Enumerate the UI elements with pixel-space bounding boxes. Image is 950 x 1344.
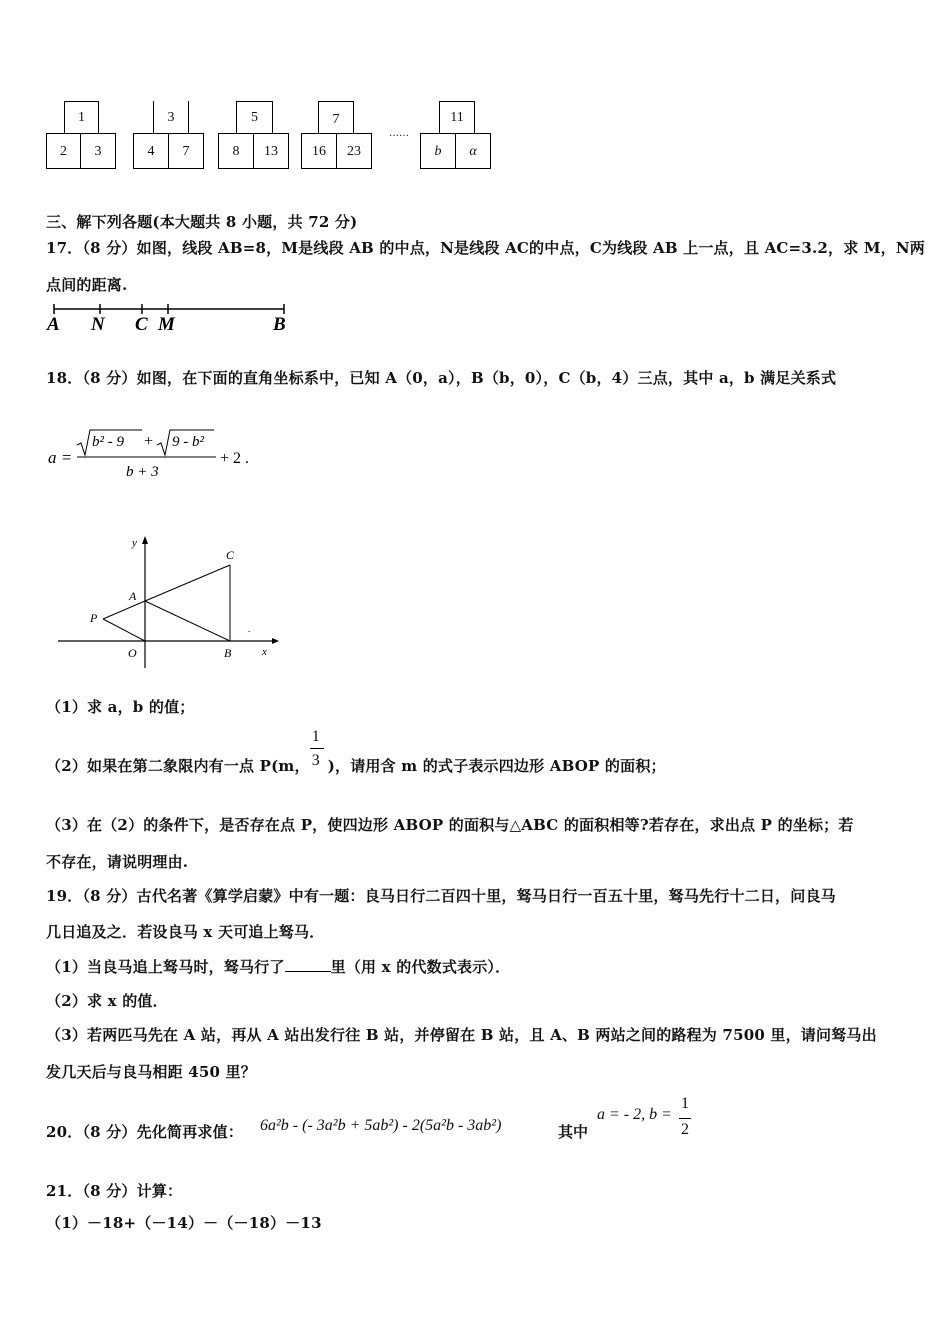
q18-part2 — [46, 728, 666, 776]
frac-den: 3 — [311, 752, 320, 769]
svg-text:b² - 9: b² - 9 — [92, 434, 124, 450]
q20-mid: 其中 — [558, 1123, 589, 1141]
pattern-right-box: 23 — [336, 133, 372, 169]
graph-point-o: O — [128, 646, 137, 660]
q20-frac-num: 1 — [681, 1095, 689, 1112]
q19-part1 — [46, 956, 510, 977]
pattern-top-box: 7 — [318, 101, 354, 134]
graph-point-b: B — [224, 646, 232, 660]
q20-frac-bar — [679, 1118, 691, 1119]
q19-part3-line2: 发几天后与良马相距 450 里？ — [46, 1063, 256, 1081]
pattern-right-box: 3 — [80, 133, 116, 169]
q20-condition: a = - 2, b = — [597, 1106, 672, 1123]
pattern-right-box: α — [455, 133, 491, 169]
q20-expression: 6a²b - (- 3a²b + 5ab²) - 2(5a²b - 3ab²) — [260, 1117, 502, 1134]
q19-part3-line1: （3）若两匹马先在 A 站，再从 A 站出发行往 B 站，并停留在 B 站，且 A、B 两站之间的路程为 7500 里，请问驽马出 — [46, 1026, 877, 1044]
point-label-n: N — [91, 314, 105, 335]
pattern-ellipsis: …… — [389, 128, 409, 139]
q19-part2: （2）求 x 的值． — [46, 992, 168, 1010]
q19-part1-pre: （1）当良马追上驽马时，驽马行了 — [46, 958, 285, 976]
pattern-right-box: 7 — [168, 133, 204, 169]
pattern-left-box: 4 — [133, 133, 169, 169]
q18-stem: 18．（8 分）如图，在下面的直角坐标系中，已知 A（0，a），B（b，0），C（b，4）三点，其中 a，b 满足关系式 — [46, 369, 837, 387]
point-label-m: M — [158, 314, 175, 335]
graph-point-a: A — [129, 589, 137, 603]
q17-line1: 17．（8 分）如图，线段 AB=8，M是线段 AB 的中点，N是线段 AC的中点，C为线段 AB 上一点，且 AC=3.2，求 M，N两 — [46, 239, 925, 257]
svg-text:+: + — [144, 433, 154, 450]
point-label-c: C — [135, 314, 148, 335]
q18-part2-post: )，请用含 m 的式子表示四边形 ABOP 的面积； — [327, 757, 666, 775]
axis-label-y: y — [132, 537, 137, 549]
q19-line1: 19．（8 分）古代名著《算学启蒙》中有一题：良马日行二百四十里，驽马日行一百五十里，驽马先行十二日，问良马 — [46, 887, 836, 905]
pattern-top-box: 3 — [153, 101, 189, 134]
q19-line2: 几日追及之．若设良马 x 天可追上驽马． — [46, 923, 325, 941]
pattern-left-box: 8 — [218, 133, 254, 169]
svg-text:a =: a = — [48, 448, 73, 467]
q21-title: 21．（8 分）计算： — [46, 1182, 183, 1200]
graph-point-c: C — [226, 548, 235, 562]
axis-label-x: x — [262, 646, 267, 658]
pattern-top-box: 11 — [439, 101, 475, 134]
pattern-top-box: 1 — [64, 101, 99, 134]
q18-part2-frac — [310, 728, 328, 771]
q18-part3-line1: （3）在（2）的条件下，是否存在点 P，使四边形 ABOP 的面积与△ABC 的面积相等?若存在，求出点 P 的坐标；若 — [46, 816, 854, 834]
q17-line2: 点间的距离. — [46, 276, 128, 294]
pattern-left-box: 2 — [46, 133, 81, 169]
point-label-a: A — [47, 314, 60, 335]
coordinate-graph — [56, 532, 286, 672]
q21-part1: （1）－18+（－14）－（－18）－13 — [46, 1214, 322, 1232]
pattern-left-box: 16 — [301, 133, 337, 169]
q18-part1: （1）求 a，b 的值； — [46, 698, 195, 716]
svg-text:9 - b²: 9 - b² — [172, 434, 204, 450]
q19-part1-post: 里（用 x 的代数式表示）． — [330, 958, 511, 976]
svg-text:.: . — [248, 624, 251, 634]
q20-frac-den: 2 — [681, 1121, 689, 1138]
svg-text:b + 3: b + 3 — [126, 464, 159, 480]
point-label-b: B — [273, 314, 286, 335]
q18-formula — [44, 424, 264, 484]
pattern-top-box: 5 — [236, 101, 273, 134]
answer-blank[interactable] — [285, 959, 331, 972]
graph-point-p: P — [90, 611, 98, 625]
q20-pre: 20．（8 分）先化简再求值： — [46, 1123, 244, 1141]
frac-num: 1 — [311, 728, 320, 745]
segment-diagram — [40, 300, 300, 336]
svg-text:+ 2 .: + 2 . — [220, 450, 250, 467]
q18-part2-pre: （2）如果在第二象限内有一点 P(m， — [46, 757, 310, 775]
q18-part3-line2: 不存在，请说明理由. — [46, 853, 189, 871]
pattern-right-box: 13 — [253, 133, 289, 169]
section-title: 三、解下列各题(本大题共 8 小题，共 72 分) — [46, 213, 358, 231]
frac-bar — [310, 748, 324, 749]
pattern-left-box: b — [420, 133, 456, 169]
